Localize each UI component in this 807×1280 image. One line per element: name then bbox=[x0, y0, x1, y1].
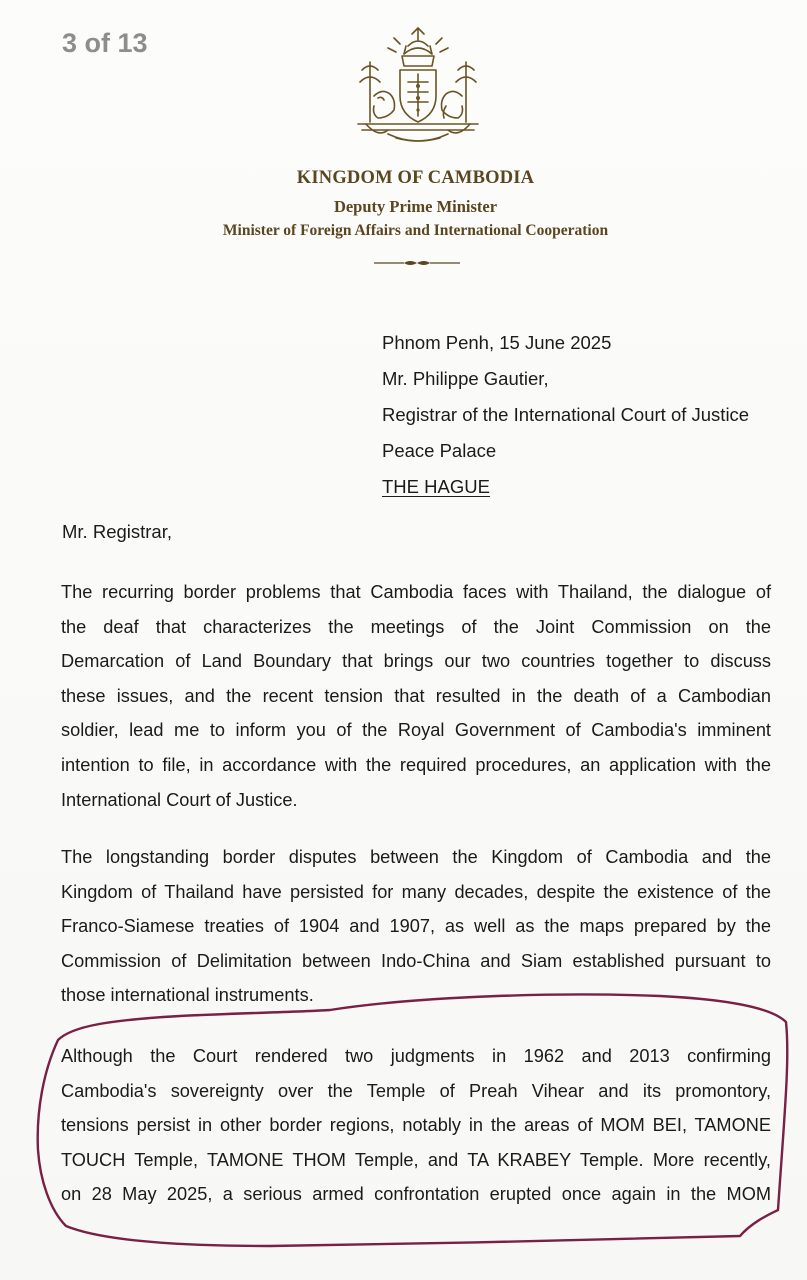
paragraph-line: Cambodia's sovereignty over the Temple of Preah Vihear and its promontory, bbox=[61, 1080, 771, 1101]
ornamental-divider bbox=[374, 258, 460, 268]
paragraph-line: TOUCH Temple, TAMONE THOM Temple, and TA KRABEY Temple. More recently, bbox=[61, 1149, 771, 1170]
paragraph-line: soldier, lead me to inform you of the Royal Government of Cambodia's imminent bbox=[61, 720, 771, 741]
paragraph-line: International Court of Justice. bbox=[61, 789, 298, 810]
paragraph-line: on 28 May 2025, a serious armed confrontation erupted once again in the MOM bbox=[61, 1184, 771, 1205]
place-and-date: Phnom Penh, 15 June 2025 bbox=[382, 332, 612, 353]
letterhead-subtitle: Minister of Foreign Affairs and International Cooperation bbox=[222, 222, 609, 239]
recipient-city: THE HAGUE bbox=[382, 476, 490, 497]
paragraph-line: those international instruments. bbox=[61, 985, 314, 1006]
paragraph-line: The longstanding border disputes between the Kingdom of Cambodia and the bbox=[61, 847, 771, 867]
letterhead-country: KINGDOM OF CAMBODIA bbox=[296, 168, 535, 188]
paragraph-line: tensions persist in other border regions, notably in the areas of MOM BEI, TAMONE bbox=[61, 1115, 771, 1136]
paragraph-line: Although the Court rendered two judgments in 1962 and 2013 confirming bbox=[61, 1046, 771, 1066]
recipient-name: Mr. Philippe Gautier, bbox=[382, 368, 549, 389]
paragraph-line: Franco-Siamese treaties of 1904 and 1907, as well as the maps prepared by the bbox=[61, 916, 771, 937]
paragraph-line: Demarcation of Land Boundary that brings our two countries together to discuss bbox=[61, 651, 771, 672]
paragraph-line: Commission of Delimitation between Indo-China and Siam established pursuant to bbox=[61, 950, 771, 971]
paragraph-2 bbox=[61, 840, 771, 1013]
paragraph-line: these issues, and the recent tension that resulted in the death of a Cambodian bbox=[61, 685, 771, 706]
paragraph-line: The recurring border problems that Cambodia faces with Thailand, the dialogue of bbox=[61, 582, 771, 602]
paragraph-3-highlighted bbox=[61, 1039, 771, 1212]
paragraph-line: the deaf that characterizes the meetings of the Joint Commission on the bbox=[61, 616, 771, 637]
royal-coat-of-arms-emblem-icon bbox=[348, 26, 488, 151]
letterhead-title: Deputy Prime Minister bbox=[333, 197, 498, 216]
paragraph-1 bbox=[61, 575, 771, 817]
salutation: Mr. Registrar, bbox=[62, 521, 172, 542]
page-indicator: 3 of 13 bbox=[62, 28, 148, 58]
paragraph-line: intention to file, in accordance with the required procedures, an application with the bbox=[61, 754, 771, 775]
recipient-position: Registrar of the International Court of Justice bbox=[382, 404, 750, 425]
paragraph-line: Kingdom of Thailand have persisted for many decades, despite the existence of the bbox=[61, 881, 771, 902]
recipient-building: Peace Palace bbox=[382, 440, 497, 461]
